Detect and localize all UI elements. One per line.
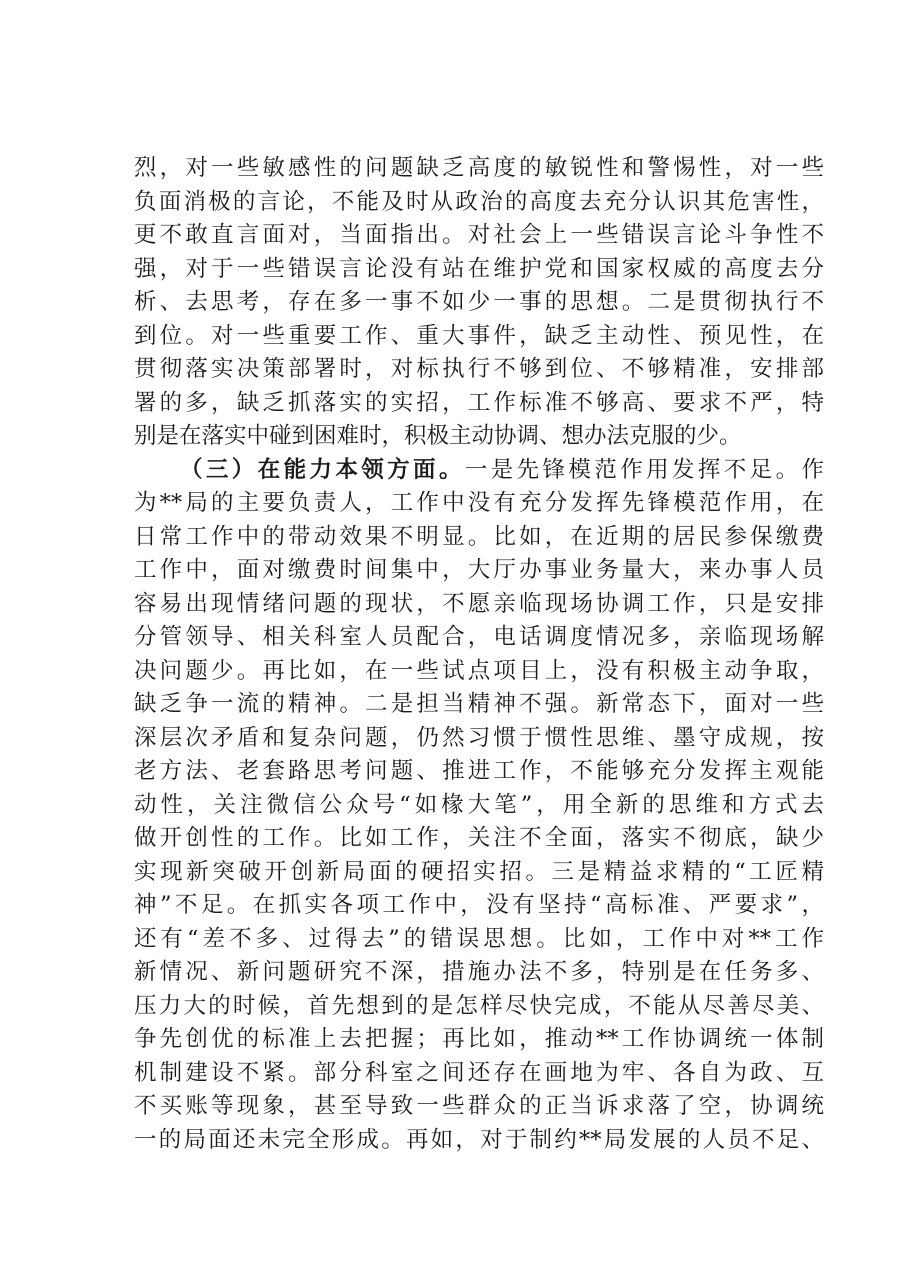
paragraph-line: 神”不足。在抓实各项工作中，没有坚持“高标准、严要求”，	[134, 892, 824, 918]
paragraph-line-rest: 一是先锋模范作用发挥不足。作	[464, 456, 824, 483]
paragraph-line: 一的局面还未完全形成。再如，对于制约**局发展的人员不足、	[134, 1126, 824, 1153]
paragraph-line: 不买账等现象，甚至导致一些群众的正当诉求落了空，协调统	[134, 1093, 824, 1119]
paragraph-line: 实现新突破开创新局面的硬招实招。三是精益求精的“工匠精	[134, 858, 824, 885]
paragraph-line: 更不敢直言面对，当面指出。对社会上一些错误言论斗争性不	[134, 222, 824, 248]
paragraph-line: 析、去思考，存在多一事不如少一事的思想。二是贯彻执行不	[134, 289, 824, 315]
paragraph-line: 工作中，面对缴费时间集中，大厅办事业务量大，来办事人员	[134, 557, 824, 583]
paragraph-line: 别是在落实中碰到困难时，积极主动协调、想办法克服的少。	[134, 423, 742, 449]
paragraph-line: 还有“差不多、过得去”的错误思想。比如，工作中对**工作	[134, 925, 824, 952]
section-heading-line	[134, 454, 824, 488]
paragraph-line: 强，对于一些错误言论没有站在维护党和国家权威的高度去分	[134, 255, 824, 282]
paragraph-line: 分管领导、相关科室人员配合，电话调度情况多，亲临现场解	[134, 624, 824, 650]
paragraph-line: 为**局的主要负责人，工作中没有充分发挥先锋模范作用，在	[134, 490, 824, 516]
paragraph-line: 机制建设不紧。部分科室之间还存在画地为牢、各自为政、互	[134, 1059, 824, 1086]
paragraph-line: 日常工作中的带动效果不明显。比如，在近期的居民参保缴费	[134, 523, 824, 550]
paragraph-line: 贯彻落实决策部署时，对标执行不够到位、不够精准，安排部	[134, 356, 824, 382]
paragraph-line: 深层次矛盾和复杂问题，仍然习惯于惯性思维、墨守成规，按	[134, 724, 824, 751]
paragraph-line: 争先创优的标准上去把握；再比如，推动**工作协调统一体制	[134, 1026, 824, 1052]
paragraph-line: 老方法、老套路思考问题、推进工作，不能够充分发挥主观能	[134, 758, 824, 784]
paragraph-line: 负面消极的言论，不能及时从政治的高度去充分认识其危害性，	[134, 188, 824, 215]
paragraph-line: 决问题少。再比如，在一些试点项目上，没有积极主动争取，	[134, 657, 824, 684]
paragraph-line: 缺乏争一流的精神。二是担当精神不强。新常态下，面对一些	[134, 691, 824, 717]
body-text	[134, 152, 824, 1157]
section-heading: （三）在能力本领方面。	[180, 456, 465, 483]
paragraph-line: 做开创性的工作。比如工作，关注不全面，落实不彻底，缺少	[134, 825, 824, 851]
paragraph-line: 到位。对一些重要工作、重大事件，缺乏主动性、预见性，在	[134, 322, 824, 349]
paragraph-line: 动性，关注微信公众号“如椽大笔”，用全新的思维和方式去	[134, 791, 824, 818]
paragraph-line: 容易出现情绪问题的现状，不愿亲临现场协调工作，只是安排	[134, 590, 824, 617]
paragraph-line: 署的多，缺乏抓落实的实招，工作标准不够高、要求不严，特	[134, 389, 824, 416]
paragraph-line: 压力大的时候，首先想到的是怎样尽快完成，不能从尽善尽美、	[134, 992, 824, 1019]
paragraph-line: 烈，对一些敏感性的问题缺乏高度的敏锐性和警惕性，对一些	[134, 155, 824, 181]
paragraph-line: 新情况、新问题研究不深，措施办法不多，特别是在任务多、	[134, 959, 824, 985]
